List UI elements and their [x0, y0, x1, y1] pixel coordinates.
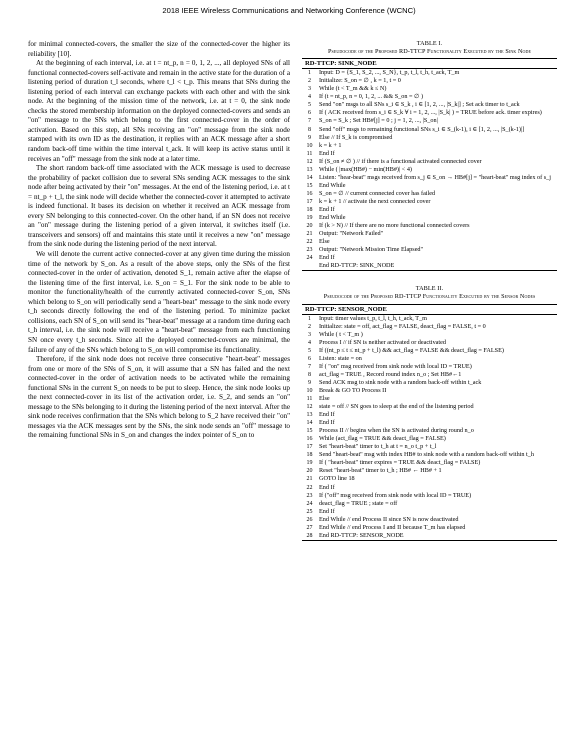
line-number: 10: [306, 387, 313, 394]
paragraph: At the beginning of each interval, i.e. at t = nt_p, n = 0, 1, 2, ..., all deployed SNs of all functional connected-covers self-activate and remain in the active state for the duration of a listening period of duration t_l seconds, where t_l < t_p. This means that SNs during the listening period of each interval can exchange packets with each other and with the sink node. At the beginning of the mission time of the network, i.e. at t = 0, the sink node checks the stored membership information on the deployed connected-covers and sends an "on" message to the SNs which belong to the first connected-cover in the order of activation. Based on this step, all SNs receiving an "on" message from the sink node stamped with its own ID as the destination, it replies with an ACK message after a short random back-off time within the time interval t_ack. It will keep its active status until it receives an "off" message from the sink node at a later time.: [28, 59, 290, 163]
pseudocode-line: [302, 126, 557, 134]
line-number: 7: [308, 118, 311, 125]
line-text: Else // If S_k is compromised: [319, 133, 393, 141]
line-text: Break & GO TO Process II: [319, 386, 387, 394]
line-text: Process II // begins when the SN is activated during round n_o: [319, 427, 474, 435]
pseudocode-line: [302, 198, 557, 206]
line-number: 19: [306, 215, 313, 222]
pseudocode-line: [302, 524, 557, 532]
line-number: 3: [308, 86, 311, 93]
line-text: End While: [319, 181, 346, 189]
line-text: If ( "heart-beat" timer expires = TRUE && deact_flag = FALSE): [319, 459, 481, 467]
body-text-column: [28, 40, 290, 441]
line-number: 2: [308, 323, 311, 330]
line-number: 26: [306, 516, 313, 523]
line-number: 3: [308, 331, 311, 338]
table1-heading: RD-TTCP: SINK_NODE: [302, 59, 557, 69]
line-number: 21: [306, 231, 313, 238]
line-text: Listen: "hear-beat" msgs received from s_j ∈ S_on → HB#[j] = "heart-beat" msg index of s_j: [319, 173, 551, 181]
line-text: Input: timer values t_p, t_l, t_h, t_ack, T_m: [319, 314, 427, 322]
table2-heading: RD-TTCP: SENSOR_NODE: [302, 305, 557, 315]
line-number: 5: [308, 347, 311, 354]
pseudocode-line: [302, 532, 557, 540]
line-text: If (k > N) // If there are no more functional connected covers: [319, 222, 470, 230]
pseudocode-line: [302, 150, 557, 158]
pseudocode-line: [302, 190, 557, 198]
line-text: While ( |max(HB#) − min(HB#)| < 4): [319, 165, 412, 173]
line-text: Else: [319, 238, 330, 246]
line-text: Else: [319, 395, 330, 403]
line-text: Send ACK msg to sink node with a random back-off within t_ack: [319, 378, 482, 386]
paragraph: Therefore, if the sink node does not receive three consecutive "heart-beat" messages from one or more of the SNs of S_on, it will assume that a SN has failed and the next connected-cover in the order of activation needs to be activated while the remaining functional SNs in the current S_on needs to be put to sleep. Hence, the sink node looks up the next connected-cover in its list of the activation order, i.e. S_2, and sends an "on" message to the SNs belonging to it during the listening period of the next interval. After the sink node receives confirmation that the SNs which belong to S_2 have received their "on" messages via the ACK messages sent by the SNs, the sink node sends an "off" message to the remaining functional SNs in S_on and changes the index pointer of S_on to: [28, 355, 290, 440]
line-text: k = k + 1 // activate the next connected cover: [319, 197, 431, 205]
line-text: If ((nt_p ≤ t ≤ nt_p + t_l) && act_flag = FALSE && deact_flag = FALSE): [319, 346, 504, 354]
pseudocode-line: [302, 117, 557, 125]
line-text: Listen: state = on: [319, 354, 362, 362]
line-number: 19: [306, 460, 313, 467]
pseudocode-line: [302, 101, 557, 109]
line-text: While (act_flag = TRUE && deact_flag = FALSE): [319, 435, 446, 443]
line-number: 6: [308, 110, 311, 117]
line-text: If (S_on ≠ ∅ ) // if there is a functional activated connected cover: [319, 157, 482, 165]
line-number: 8: [308, 371, 311, 378]
pseudocode-line: [302, 475, 557, 483]
line-number: 15: [306, 428, 313, 435]
algorithms-column: [302, 40, 557, 541]
table1-pseudocode: [302, 58, 557, 271]
line-text: End RD-TTCP: SINK_NODE: [319, 262, 395, 270]
pseudocode-line: [302, 262, 557, 270]
line-text: End RD-TTCP: SENSOR_NODE: [319, 531, 404, 539]
line-number: 16: [306, 190, 313, 197]
pseudocode-line: [302, 166, 557, 174]
line-number: 1: [308, 70, 311, 77]
pseudocode-line: [302, 500, 557, 508]
line-text: End While // end Process I and II because T_m has elapsed: [319, 523, 466, 531]
pseudocode-line: [302, 214, 557, 222]
line-number: 14: [306, 420, 313, 427]
pseudocode-line: [302, 142, 557, 150]
pseudocode-line: [302, 109, 557, 117]
line-number: 27: [306, 524, 313, 531]
line-number: 25: [306, 508, 313, 515]
pseudocode-line: [302, 459, 557, 467]
pseudocode-line: [302, 158, 557, 166]
table2-title: Pseudocode of the Proposed RD-TTCP Functionality Executed by the Sensor Nodes: [323, 292, 536, 300]
pseudocode-line: [302, 395, 557, 403]
table1-caption: [302, 40, 557, 55]
line-number: 11: [306, 396, 313, 403]
line-text: If ( ACK received from s_i ∈ S_k ∀ i = 1, 2, ..., |S_k| ) = TRUE before ack. timer expires): [319, 109, 542, 117]
table1-label: TABLE I.: [416, 40, 443, 47]
pseudocode-line: [302, 371, 557, 379]
table1-title: Pseudocode of the Proposed RD-TTCP Functionality Executed by the Sink Node: [327, 47, 532, 55]
line-number: 13: [306, 166, 313, 173]
line-text: Output: "Network Failed": [319, 230, 384, 238]
line-number: 21: [306, 476, 313, 483]
paragraph: We will denote the current active connected-cover at any given time during the mission time of the network by S_on. As a result of the above steps, only the SNs of the first connected-cover in the order of activation, denoted S_1, remain active after the elapse of the listening time of the first interval, i.e. S_on = S_1. For the sink node to be able to monitor the functionality/health of the currently activated connected-cover S_on, SNs which belong to S_on will periodically send a "heart-beat" message to the sink node every t_h seconds directly following the end of the listening period. To minimize packet collisions, each SN of S_on will send its "hear-beat" message at a random time during each t_h interval, i.e. the sink node will receive a "heart-beat" message from each functioning SN once every t_h seconds. Since all the deployed connected-covers are minimal, the failure of any of the SNs which belong to S_on will compromise its functionality.: [28, 250, 290, 354]
line-text: If (t = nt_p, n = 0, 1, 2, ... && S_on = ∅ ): [319, 93, 424, 101]
pseudocode-line: [302, 230, 557, 238]
line-text: Set "heart-beat" timer to t_h at t = n_o t_p + t_l: [319, 443, 437, 451]
line-text: S_on = S_k ; Set HB#[j] = 0 ; j = 1, 2, ..., |S_on|: [319, 117, 438, 125]
line-number: 22: [306, 239, 313, 246]
pseudocode-line: [302, 435, 557, 443]
line-text: Output: "Network Mission Time Elapsed": [319, 246, 424, 254]
line-text: End If: [319, 254, 335, 262]
table2-pseudocode: [302, 304, 557, 541]
pseudocode-line: [302, 93, 557, 101]
table2-label: TABLE II.: [415, 285, 444, 293]
table2-lines: [302, 315, 557, 540]
pseudocode-line: [302, 347, 557, 355]
line-text: act_flag = TRUE , Record round index n_o ; Set HB#←1: [319, 370, 462, 378]
pseudocode-line: [302, 182, 557, 190]
table2-caption: [302, 285, 557, 300]
pseudocode-line: [302, 516, 557, 524]
line-number: 24: [306, 255, 313, 262]
line-text: Input: D = {S_1, S_2, ..., S_N}, t_p, t_l, t_h, t_ack, T_m: [319, 69, 460, 77]
pseudocode-line: [302, 77, 557, 85]
line-number: 14: [306, 174, 313, 181]
line-text: S_on = ∅ // current connected cover has failed: [319, 189, 436, 197]
line-text: GOTO line 18: [319, 475, 355, 483]
line-text: End If: [319, 205, 335, 213]
line-number: 2: [308, 78, 311, 85]
line-text: Send "off" msgs to remaining functional SNs s_i ∈ S_(k-1), i ∈ [1, 2, ..., |S_(k-1)|]: [319, 125, 525, 133]
line-text: state = off // SN goes to sleep at the end of the listening period: [319, 403, 474, 411]
pseudocode-line: [302, 339, 557, 347]
line-number: [302, 262, 317, 270]
line-text: End While: [319, 214, 346, 222]
line-number: 6: [308, 355, 311, 362]
line-text: End While // end Process II since SN is now deactivated: [319, 515, 459, 523]
line-text: While (t < T_m && k ≤ N): [319, 85, 387, 93]
line-text: If ( "on" msg received from sink node with local ID = TRUE): [319, 362, 472, 370]
pseudocode-line: [302, 206, 557, 214]
table1-lines: [302, 69, 557, 270]
line-number: 4: [308, 94, 311, 101]
line-text: Process I // if SN is neither activated or deactivated: [319, 338, 446, 346]
pseudocode-line: [302, 85, 557, 93]
line-text: Initialize: S_on = ∅ , k = 1, t = 0: [319, 77, 401, 85]
line-number: 18: [306, 452, 313, 459]
line-text: Send "on" msgs to all SNs s_i ∈ S_k , i ∈ [1, 2, ..., |S_k|] ; Set ack timer to t_ack: [319, 101, 520, 109]
line-number: 4: [308, 339, 311, 346]
line-number: 16: [306, 436, 313, 443]
line-number: 9: [308, 379, 311, 386]
line-number: 12: [306, 404, 313, 411]
paragraph: The short random back-off time associated with the ACK message is used to decrease the probability of packet collision due to several SNs sending ACK messages to the sink node after being activated by their "on" messages. At the end of the listening period, i.e. at t = nt_p + t_l, the sink node will decide whether the connected-cover it attempted to activate is indeed functional. It bases its decision on whether it received an ACK message from every SN belonging to this connected-cover. On the other hand, if an SN does not receive an "on" message during the listening period of a given interval, it switches itself (i.e. transceivers and sensors) off and maintains this state until it receives a new "on" message from the sink node during the listening period of the next interval.: [28, 164, 290, 249]
line-number: 5: [308, 102, 311, 109]
pseudocode-line: [302, 323, 557, 331]
pseudocode-line: [302, 508, 557, 516]
line-text: k = k + 1: [319, 141, 342, 149]
line-text: End If: [319, 483, 335, 491]
line-text: Reset "heart-beat" timer to t_h ; HB# ← HB# + 1: [319, 467, 442, 475]
pseudocode-line: [302, 451, 557, 459]
line-number: 18: [306, 206, 313, 213]
line-number: 12: [306, 158, 313, 165]
line-number: 8: [308, 126, 311, 133]
line-number: 1: [308, 315, 311, 322]
line-number: 23: [306, 247, 313, 254]
pseudocode-line: [302, 246, 557, 254]
line-text: End If: [319, 149, 335, 157]
line-number: 11: [306, 150, 313, 157]
line-number: 9: [308, 134, 311, 141]
line-text: End If: [319, 419, 335, 427]
conference-header: 2018 IEEE Wireless Communications and Networking Conference (WCNC): [162, 6, 416, 15]
pseudocode-line: [302, 222, 557, 230]
line-text: Initialize: state = off, act_flag = FALSE, deact_flag = FALSE, t = 0: [319, 322, 486, 330]
line-number: 28: [306, 532, 313, 539]
paragraph: for minimal connected-covers, the smaller the size of the connected-cover the higher its reliability [10].: [28, 40, 290, 58]
pseudocode-line: [302, 363, 557, 371]
line-number: 23: [306, 492, 313, 499]
line-number: 20: [306, 468, 313, 475]
pseudocode-line: [302, 134, 557, 142]
pseudocode-line: [302, 254, 557, 262]
line-number: 15: [306, 182, 313, 189]
pseudocode-line: [302, 427, 557, 435]
line-text: Send "heart-beat" msg with index HB# to sink node with a random back-off within t_h: [319, 451, 534, 459]
pseudocode-line: [302, 69, 557, 77]
line-text: If ("off" msg received from sink node with local ID = TRUE): [319, 491, 472, 499]
pseudocode-line: [302, 467, 557, 475]
line-text: End If: [319, 411, 335, 419]
line-text: deact_flag = TRUE ; state = off: [319, 499, 398, 507]
pseudocode-line: [302, 403, 557, 411]
pseudocode-line: [302, 315, 557, 323]
pseudocode-line: [302, 387, 557, 395]
pseudocode-line: [302, 355, 557, 363]
line-number: 13: [306, 412, 313, 419]
pseudocode-line: [302, 484, 557, 492]
line-number: 7: [308, 363, 311, 370]
line-number: 22: [306, 484, 313, 491]
pseudocode-line: [302, 331, 557, 339]
line-number: 17: [306, 198, 313, 205]
pseudocode-line: [302, 492, 557, 500]
line-text: End If: [319, 507, 335, 515]
line-number: 17: [306, 444, 313, 451]
pseudocode-line: [302, 443, 557, 451]
line-text: While ( t < T_m ): [319, 330, 363, 338]
pseudocode-line: [302, 419, 557, 427]
pseudocode-line: [302, 238, 557, 246]
pseudocode-line: [302, 174, 557, 182]
line-number: 24: [306, 500, 313, 507]
line-number: 10: [306, 142, 313, 149]
pseudocode-line: [302, 411, 557, 419]
line-number: 20: [306, 223, 313, 230]
pseudocode-line: [302, 379, 557, 387]
